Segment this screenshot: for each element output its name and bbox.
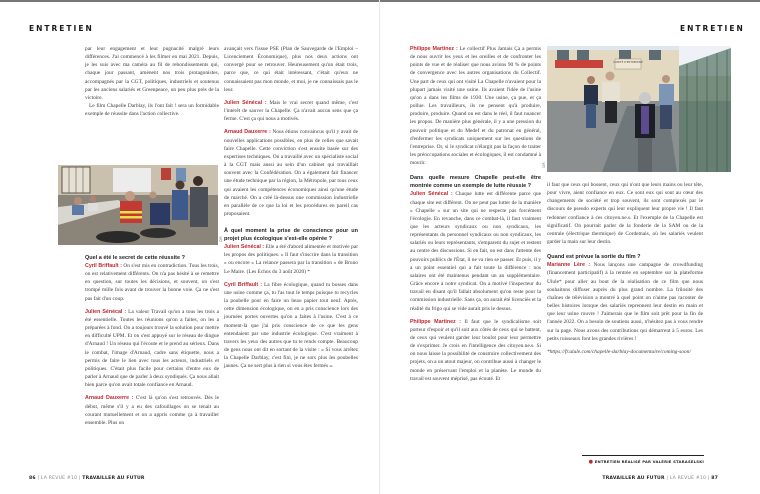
- footnote-url[interactable]: *https://fr.ulule.com/chapelle-darblay-documentaire/coming-soon/: [547, 348, 691, 355]
- answer-text: La fibre écologique, quand tu bosses dans une usine comme ça, tu l'as tout le temps puisque tu recycles la poubelle pour en faire un beau papier tout neuf. Après, cette dimension écologique, on en a pris conscience lors des journées portes ouvertes qu'on a faites à l'usine. C'est à ce moment-là que j'ai pris conscience de ce que les gens entendaient par une industrie écologique. C'est vraiment à travers les yeux des autres que tu te rends compte. Beaucoup de gens nous ont dit en sortant de la visite : « Si vous arrêtez la Chapelle Darblay, c'est fini, je ne sors plus les poubelles jaunes. Ça ne sert plus à rien si vous êtes fermés ».: [224, 281, 358, 370]
- speaker-name: Arnaud Dauxerre :: [224, 129, 271, 136]
- right-column-1: [410, 45, 541, 388]
- question-heading: Quel a été le secret de cette réussite ?: [85, 255, 185, 261]
- speaker-name: Cyril Briffault :: [85, 263, 122, 269]
- footer-title-right: TRAVAILLER AU FUTUR: [602, 476, 665, 481]
- speaker-name: Julien Sénécal :: [224, 99, 267, 106]
- speaker-name: Arnaud Dauxerre :: [85, 395, 134, 402]
- interview-credit-text: ENTRETIEN RÉALISÉ PAR VALÉRIE STARASELSKI: [594, 459, 704, 464]
- photo-credit-right: DR: [542, 162, 546, 168]
- footer-publication-right: | LA REVUE #10 |: [664, 476, 712, 481]
- protagonists-photo-image: [547, 46, 731, 172]
- speaker-name: Julien Sénécal :: [224, 244, 265, 251]
- answer-text: C'est là qu'on s'est retrouvés. Dès le début, même s'il y a eu des cafouillages on se tenait au courant mutuellement et on a appris comme ça à travailler ensemble. Plus on: [85, 395, 219, 426]
- left-column-1: [85, 45, 219, 123]
- top-rule: [0, 0, 760, 2]
- photo-credit-left: DR: [219, 236, 223, 242]
- answer-text: La valeur Travail qu'on a tous les trois a été essentielle. Toutes les réunions qu'on a faites, on les a préparées à fond. On a toujours trouvé la solution pour mettre en difficulté UPM. Et on s'est appuyé sur le réseau de dingue d'Arnaud ! Un réseau qui l'écoute et le prend au sérieux. Dans le combat, l'image d'Arnaud, cadre sans étiquette, nous a permis de faire le lien avec tous les acteurs, industriels et politiques. C'était plus facile pour certains d'entre eux de parler à Arnaud que de parler à deux syndiqués. Ça nous allait bien parce qu'on avait totale confiance en Arnaud.: [85, 308, 219, 389]
- speaker-name: Julien Sénécal :: [410, 191, 453, 198]
- speaker-name: Cyril Briffault :: [224, 281, 263, 288]
- answer-continuation: il faut que ceux qui bossent, ceux qui n'ont que leurs mains ou leur tête, pour vivre, aient confiance en eux. Ce sont eux qui sont au cœur des changements de société et trop souvent, ils sont complexés par le discours de pseudo experts qui leur expliquent leur propre vie ! Il faut redonner confiance à ces citoyen.ne.s. Et l'exemple de la Chapelle est significatif. On pourrait parler de la fonderie de la SAM ou de la centrale (électrique thermique) de Cordemais, où les salariés veulent garder la main sur leur destin.: [547, 182, 703, 246]
- answer-text: Nous étions convaincus qu'il y avait de nouvelles applications possibles, en plus de celles que savait faire Chapelle. Cette conviction s'est ensuite basée sur des expertises techniques. On a travaillé avec un spécialiste social à la CGT mais aussi au sein d'un cabinet qui travaillait souvent avec la Confédération. On a également fait financer une étude technique par la région, la Métropole, par tous ceux qui avaient les compétences économiques ainsi qu'une étude de marché. On a créé là-dessus une commission industrielle en parallèle de ce que la loi et les procédures en pareil cas proposaient.: [224, 129, 359, 217]
- footer-right: [602, 476, 718, 481]
- question-heading: À quel moment la prise de conscience pour un projet plus écologique s'est-elle opérée ?: [224, 228, 358, 243]
- photo-union-meeting: [58, 165, 218, 245]
- left-column-1-lower: [85, 254, 219, 432]
- section-tag-left: ENTRETIEN: [29, 24, 94, 33]
- footer-publication-left: | LA REVUE #10 |: [35, 476, 83, 481]
- footer-title-left: TRAVAILLER AU FUTUR: [82, 476, 145, 481]
- answer-text: Elle a été d'abord alimentée et motivée par les propos des politiques. « Il faut s'inscrire dans la transition » ou encore « La relance passera par la transition » de Bruno Le Maire. (Les Echos du 3 août 2020) *: [224, 244, 358, 275]
- meeting-photo-image: [58, 165, 218, 245]
- interview-credit: [582, 455, 704, 465]
- page-number-right: 87: [711, 476, 718, 481]
- answer-text: On s'est mis en contradiction. Tous les trois, on est relativement différents. On n'a pas hésité à se remettre en question, sur toutes les décisions, et souvent, on s'est trompé mille fois avant de trouver la bonne voie. Ça ne s'est pas fait d'un coup.: [85, 263, 219, 302]
- right-column-2: [547, 181, 703, 361]
- speaker-name: Philippe Martinez :: [410, 318, 461, 325]
- answer-text: Chaque lutte est différente parce que chaque site est différent. On ne peut pas lutter de la manière « Chapelle » sur un site qui ne respecte pas forcément l'écologie. En revanche, dans ce combat-là, il faut vraiment que les acteurs syndicaux ou non syndicaux, les représentants du personnel syndicaux ou non syndicaux, les salariés ou leurs représentants, s'emparent du sujet et restent au centre des discussions. Si en fait, on est dans l'attente des pouvoirs publics de l'État, il ne va rien se passer. Et puis, il y a un point essentiel qui a fait toute la différence : nos salaires ont été maintenus pendant un an supplémentaire. Grâce encore à notre syndicat. On a motivé l'inspecteur du travail en disant qu'il fallait absolument qu'on reste pour la commission industrielle. Sans ça, on aurait été licenciés et la réalité du frigo qui se vide aurait pris le dessus.: [410, 191, 541, 312]
- answer-text: Nous lançons une campagne de crowdfunding (financement participatif) à la rentrée en septembre sur la plateforme Ulule* pour aller au bout de la réalisation de ce film que nous souhaitons diffuser auprès du plus grand nombre. La frilosité des chaînes de télévision a montré à quel point on n'aime pas raconter de belles histoires lorsque des salariés reprennent leur destin en main et que leur usine rouvre ! J'aimerais que le film soit prêt pour la fin de l'année 2022. On a besoin de soutiens aussi, n'hésitez pas à vous rendre sur la page. Nous avons des contributions qui démarrent à 5 euros. Les petits ruisseaux font les grandes rivières !: [547, 262, 703, 342]
- page-number-left: 86: [29, 476, 36, 481]
- page-spine: [379, 0, 380, 494]
- answer-continuation: avançait vers l'issue PSE (Plan de Sauvegarde de l'Emploi – Licenciement Économique), plus nos deux actions ont convergé pour se retrouver. Heureusement qu'on était trois, parce que, ce qui était intéressant, c'était qu'eux ne connaissaient pas mon monde, et moi, je ne connaissais pas le leur.: [224, 46, 358, 93]
- sign-text: COMITÉ D'ENTREPRISE: [613, 61, 643, 64]
- footer-left: [29, 476, 145, 481]
- photo-protagonists: [547, 46, 731, 172]
- intro-paragraph: Le film Chapelle Darblay, ils l'ont fait ! sera un formidable exemple de réussite dans l'action collective.: [85, 103, 219, 118]
- question-heading: Quand est prévue la sortie du film ?: [547, 254, 641, 261]
- answer-text: Mais le vrai secret quand même, c'est l'intérêt de sauver la Chapelle. Ça n'avait aucun sens que ça ferme. C'est ça qui nous a motivés.: [224, 99, 358, 123]
- left-column-2: [224, 45, 358, 375]
- speaker-name: Julien Sénécal :: [85, 308, 127, 315]
- intro-paragraph: par leur engagement et leur pugnacité malgré leurs différences. J'ai commencé à les filmer en mai 2021. Depuis, je les suis avec ma caméra au fil de rebondissements qui, chaque jour passant, amènent nos trois protagonistes, accompagnés par la CGT, politiques, industriels et soutenus par les anciens salariés et Greenpeace, un peu plus près de la victoire.: [85, 46, 219, 101]
- question-heading: Dans quelle mesure Chapelle peut-elle être montrée comme un exemple de lutte réussie ?: [410, 175, 541, 190]
- answer-text: Le collectif Plus Jamais Ça a permis de nous ouvrir les yeux et les oreilles et de confronter les points de vue et de réaliser que nous avions 90 % de points de convergence avec les autres organisations du Collectif. Une part de ceux qui ont visité La Chapelle n'avaient pour la plupart jamais visité une usine. Ils avaient l'idée de l'usine qu'on a dans les films de 1930. Une usine, ça pue, et ça pollue. Les travailleurs, ils ne pensent qu'à produire, produire, produire. Quand on est dans le réel, il faut nuancer les propos. De manière plus générale, il y a une pression du pouvoir politique et du Medef et du patronat en général, d'enfermer les syndicats uniquement sur les questions de l'entreprise. Or, si le syndicat n'élargit pas la façon de traiter les préoccupations sociales et écologiques, il est condamné à mourir.: [410, 46, 541, 167]
- section-tag-right: ENTRETIEN: [680, 24, 745, 33]
- speaker-name: Philippe Martinez :: [410, 46, 458, 52]
- bullet-icon: ●: [588, 459, 594, 465]
- answer-text: Il faut que le syndicalisme soit porteur d'espoir et qu'il soit aux côtés de ceux qui se battent, de ceux qui veulent garder leur boulot pour leur permettre de s'exprimer. Je crois en l'intelligence des citoyen.ne.s. Si on nous laisse la possibilité de construire collectivement des projets, on a un atout majeur, on contribue aussi à changer le monde en préservant l'emploi et la planète. Le monde du travail est souvent méprisé, pas écouté. Et: [410, 318, 541, 382]
- speaker-name: Marianne Lère :: [547, 262, 591, 269]
